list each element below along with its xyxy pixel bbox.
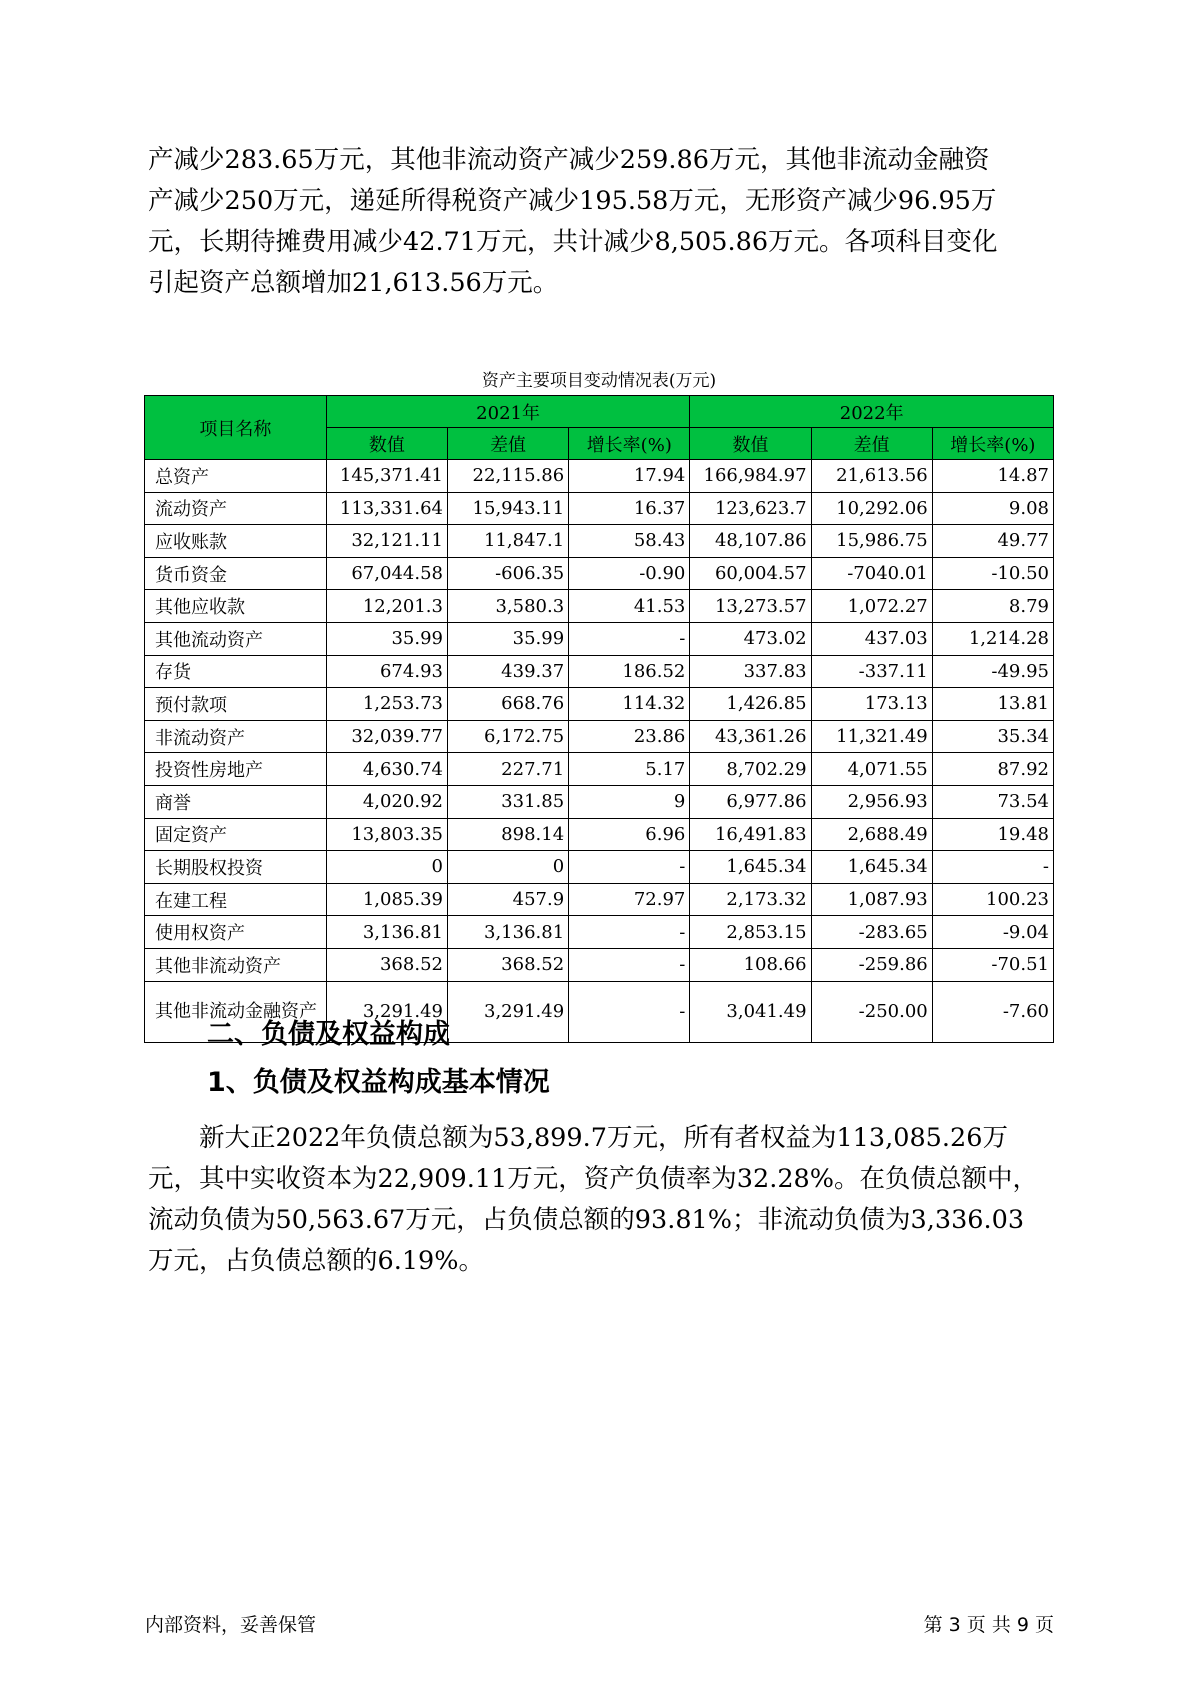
- cell-value-2022: 16,491.83: [690, 818, 811, 851]
- cell-difference-2021: 368.52: [447, 948, 568, 981]
- cell-difference-2021: 457.9: [447, 883, 568, 916]
- cell-value-2022: 1,426.85: [690, 688, 811, 721]
- cell-growth-rate-2022: -7.60: [932, 981, 1053, 1042]
- cell-growth-rate-2022: -70.51: [932, 948, 1053, 981]
- cell-growth-rate-2022: 73.54: [932, 785, 1053, 818]
- column-header-difference: 差值: [447, 428, 568, 460]
- row-item-name: 使用权资产: [145, 916, 327, 949]
- cell-difference-2021: 6,172.75: [447, 720, 568, 753]
- cell-growth-rate-2021: 23.86: [569, 720, 690, 753]
- table-row: [145, 492, 1054, 525]
- row-item-name: 其他非流动金融资产: [145, 981, 327, 1042]
- cell-value-2021: 32,121.11: [326, 525, 447, 558]
- row-item-name: 总资产: [145, 460, 327, 493]
- body-line: 流动负债为50,563.67万元，占负债总额的93.81%；非流动负债为3,336.03: [148, 1205, 1025, 1235]
- column-header-value: 数值: [326, 428, 447, 460]
- cell-growth-rate-2022: 13.81: [932, 688, 1053, 721]
- table-row: [145, 916, 1054, 949]
- cell-difference-2022: 4,071.55: [811, 753, 932, 786]
- cell-growth-rate-2022: 19.48: [932, 818, 1053, 851]
- cell-growth-rate-2021: 6.96: [569, 818, 690, 851]
- body-paragraph: [148, 1118, 1054, 1282]
- cell-growth-rate-2022: 8.79: [932, 590, 1053, 623]
- row-item-name: 其他流动资产: [145, 622, 327, 655]
- cell-difference-2022: -283.65: [811, 916, 932, 949]
- row-item-name: 长期股权投资: [145, 851, 327, 884]
- column-header-item-name: 项目名称: [145, 396, 327, 460]
- cell-growth-rate-2022: -9.04: [932, 916, 1053, 949]
- cell-value-2022: 337.83: [690, 655, 811, 688]
- cell-value-2021: 4,020.92: [326, 785, 447, 818]
- table-row: [145, 753, 1054, 786]
- row-item-name: 商誉: [145, 785, 327, 818]
- cell-difference-2021: 227.71: [447, 753, 568, 786]
- cell-growth-rate-2021: 41.53: [569, 590, 690, 623]
- cell-difference-2021: -606.35: [447, 557, 568, 590]
- column-header-year-2021: 2021年: [326, 396, 690, 428]
- cell-difference-2021: 3,291.49: [447, 981, 568, 1042]
- cell-value-2022: 13,273.57: [690, 590, 811, 623]
- row-item-name: 流动资产: [145, 492, 327, 525]
- cell-difference-2022: 21,613.56: [811, 460, 932, 493]
- subsection-heading: 1、负债及权益构成基本情况: [207, 1067, 550, 1098]
- cell-difference-2022: 11,321.49: [811, 720, 932, 753]
- cell-difference-2022: 15,986.75: [811, 525, 932, 558]
- cell-growth-rate-2021: -0.90: [569, 557, 690, 590]
- cell-value-2021: 674.93: [326, 655, 447, 688]
- cell-value-2021: 13,803.35: [326, 818, 447, 851]
- cell-value-2021: 368.52: [326, 948, 447, 981]
- cell-difference-2021: 0: [447, 851, 568, 884]
- cell-growth-rate-2022: 87.92: [932, 753, 1053, 786]
- cell-value-2022: 3,041.49: [690, 981, 811, 1042]
- cell-value-2021: 1,085.39: [326, 883, 447, 916]
- cell-difference-2021: 35.99: [447, 622, 568, 655]
- cell-growth-rate-2022: 100.23: [932, 883, 1053, 916]
- cell-value-2021: 0: [326, 851, 447, 884]
- intro-paragraph: [148, 140, 1054, 304]
- cell-growth-rate-2021: 5.17: [569, 753, 690, 786]
- cell-growth-rate-2021: -: [569, 981, 690, 1042]
- row-item-name: 非流动资产: [145, 720, 327, 753]
- cell-value-2022: 8,702.29: [690, 753, 811, 786]
- cell-value-2022: 473.02: [690, 622, 811, 655]
- column-header-year-2022: 2022年: [690, 396, 1054, 428]
- row-item-name: 在建工程: [145, 883, 327, 916]
- row-item-name: 存货: [145, 655, 327, 688]
- cell-growth-rate-2021: 17.94: [569, 460, 690, 493]
- table-row: [145, 785, 1054, 818]
- intro-line: 引起资产总额增加21,613.56万元。: [148, 268, 559, 298]
- cell-growth-rate-2021: -: [569, 916, 690, 949]
- cell-growth-rate-2022: -10.50: [932, 557, 1053, 590]
- cell-growth-rate-2021: 114.32: [569, 688, 690, 721]
- cell-value-2022: 48,107.86: [690, 525, 811, 558]
- cell-value-2021: 12,201.3: [326, 590, 447, 623]
- asset-change-table: [144, 395, 1054, 1043]
- table-row: [145, 557, 1054, 590]
- cell-growth-rate-2022: 1,214.28: [932, 622, 1053, 655]
- row-item-name: 其他非流动资产: [145, 948, 327, 981]
- intro-line: 产减少283.65万元，其他非流动资产减少259.86万元，其他非流动金融资: [148, 145, 990, 175]
- table-row: [145, 622, 1054, 655]
- cell-growth-rate-2021: 186.52: [569, 655, 690, 688]
- column-header-growth-rate: 增长率(%): [569, 428, 690, 460]
- cell-value-2021: 32,039.77: [326, 720, 447, 753]
- cell-difference-2021: 15,943.11: [447, 492, 568, 525]
- cell-value-2021: 145,371.41: [326, 460, 447, 493]
- cell-difference-2022: 1,072.27: [811, 590, 932, 623]
- table-row: [145, 688, 1054, 721]
- cell-difference-2022: 437.03: [811, 622, 932, 655]
- cell-value-2021: 3,291.49: [326, 981, 447, 1042]
- footer-confidential-note: 内部资料，妥善保管: [145, 1614, 317, 1636]
- body-line: 万元，占负债总额的6.19%。: [148, 1246, 485, 1276]
- row-item-name: 投资性房地产: [145, 753, 327, 786]
- cell-value-2022: 6,977.86: [690, 785, 811, 818]
- cell-growth-rate-2021: 16.37: [569, 492, 690, 525]
- intro-line: 产减少250万元，递延所得税资产减少195.58万元，无形资产减少96.95万: [148, 186, 997, 216]
- cell-value-2021: 35.99: [326, 622, 447, 655]
- cell-value-2022: 123,623.7: [690, 492, 811, 525]
- footer-page-number: 第 3 页 共 9 页: [923, 1614, 1054, 1636]
- column-header-difference: 差值: [811, 428, 932, 460]
- row-item-name: 固定资产: [145, 818, 327, 851]
- cell-growth-rate-2022: -: [932, 851, 1053, 884]
- cell-difference-2021: 3,136.81: [447, 916, 568, 949]
- table-row: [145, 655, 1054, 688]
- cell-difference-2022: 1,645.34: [811, 851, 932, 884]
- table-row: [145, 525, 1054, 558]
- cell-difference-2022: 2,956.93: [811, 785, 932, 818]
- body-line: 元，其中实收资本为22,909.11万元，资产负债率为32.28%。在负债总额中，: [148, 1164, 1039, 1194]
- cell-growth-rate-2021: -: [569, 948, 690, 981]
- cell-value-2022: 108.66: [690, 948, 811, 981]
- cell-value-2022: 60,004.57: [690, 557, 811, 590]
- table-row: [145, 948, 1054, 981]
- cell-growth-rate-2021: -: [569, 622, 690, 655]
- section-heading: 二、负债及权益构成: [207, 1019, 450, 1050]
- cell-difference-2021: 3,580.3: [447, 590, 568, 623]
- cell-difference-2022: -259.86: [811, 948, 932, 981]
- row-item-name: 货币资金: [145, 557, 327, 590]
- table-row: [145, 818, 1054, 851]
- cell-difference-2022: -337.11: [811, 655, 932, 688]
- table-body: [145, 460, 1054, 1043]
- cell-growth-rate-2022: 35.34: [932, 720, 1053, 753]
- intro-line: 元，长期待摊费用减少42.71万元，共计减少8,505.86万元。各项科目变化: [148, 227, 998, 257]
- cell-growth-rate-2021: 58.43: [569, 525, 690, 558]
- cell-value-2022: 2,853.15: [690, 916, 811, 949]
- cell-difference-2022: 173.13: [811, 688, 932, 721]
- row-item-name: 其他应收款: [145, 590, 327, 623]
- cell-value-2022: 1,645.34: [690, 851, 811, 884]
- cell-difference-2022: 1,087.93: [811, 883, 932, 916]
- cell-value-2022: 43,361.26: [690, 720, 811, 753]
- cell-value-2021: 113,331.64: [326, 492, 447, 525]
- cell-difference-2021: 11,847.1: [447, 525, 568, 558]
- cell-value-2021: 4,630.74: [326, 753, 447, 786]
- column-header-growth-rate: 增长率(%): [932, 428, 1053, 460]
- cell-growth-rate-2021: -: [569, 851, 690, 884]
- cell-difference-2021: 898.14: [447, 818, 568, 851]
- table-row: [145, 720, 1054, 753]
- column-header-value: 数值: [690, 428, 811, 460]
- cell-difference-2021: 439.37: [447, 655, 568, 688]
- body-line: 新大正2022年负债总额为53,899.7万元，所有者权益为113,085.26万: [199, 1123, 1008, 1153]
- cell-difference-2022: -250.00: [811, 981, 932, 1042]
- cell-value-2021: 67,044.58: [326, 557, 447, 590]
- cell-growth-rate-2021: 72.97: [569, 883, 690, 916]
- cell-value-2021: 3,136.81: [326, 916, 447, 949]
- cell-difference-2022: 10,292.06: [811, 492, 932, 525]
- table-header-row: [145, 396, 1054, 428]
- cell-difference-2021: 331.85: [447, 785, 568, 818]
- cell-difference-2022: 2,688.49: [811, 818, 932, 851]
- cell-growth-rate-2022: 14.87: [932, 460, 1053, 493]
- row-item-name: 预付款项: [145, 688, 327, 721]
- table-caption: 资产主要项目变动情况表(万元): [481, 371, 717, 391]
- cell-difference-2021: 668.76: [447, 688, 568, 721]
- table-row: [145, 883, 1054, 916]
- cell-growth-rate-2022: 49.77: [932, 525, 1053, 558]
- table-row: [145, 460, 1054, 493]
- cell-difference-2022: -7040.01: [811, 557, 932, 590]
- cell-growth-rate-2022: -49.95: [932, 655, 1053, 688]
- cell-growth-rate-2022: 9.08: [932, 492, 1053, 525]
- row-item-name: 应收账款: [145, 525, 327, 558]
- cell-value-2022: 166,984.97: [690, 460, 811, 493]
- table-row: [145, 590, 1054, 623]
- cell-growth-rate-2021: 9: [569, 785, 690, 818]
- cell-value-2022: 2,173.32: [690, 883, 811, 916]
- cell-difference-2021: 22,115.86: [447, 460, 568, 493]
- table-row: [145, 851, 1054, 884]
- cell-value-2021: 1,253.73: [326, 688, 447, 721]
